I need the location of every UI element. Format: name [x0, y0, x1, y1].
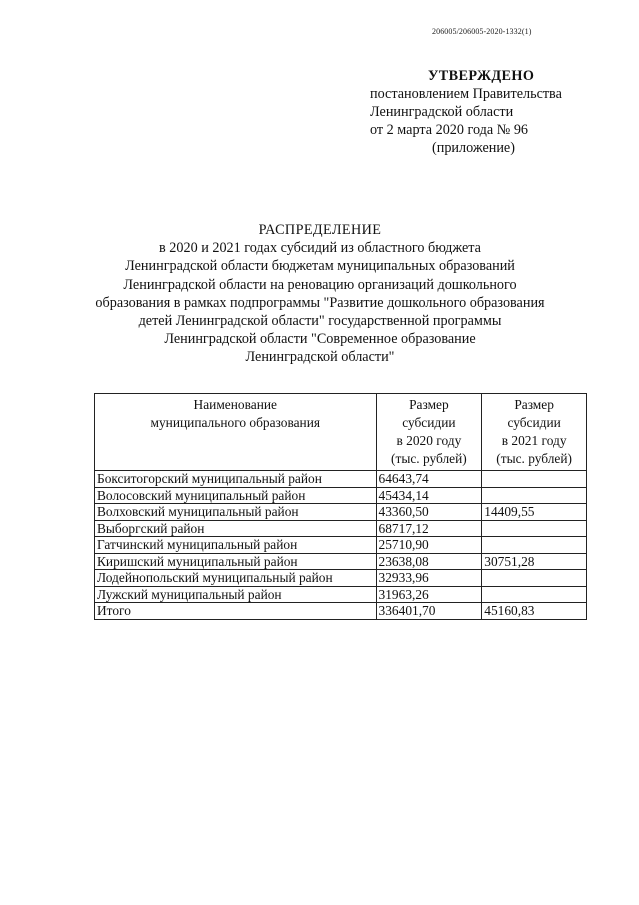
header-text: Наименование: [193, 397, 277, 412]
heading-line: Ленинградской области": [245, 349, 395, 366]
approval-annex: (приложение): [432, 140, 515, 156]
heading-line: в 2020 и 2021 годах субсидий из областного бюджета: [159, 240, 481, 257]
table-total-row: [95, 603, 587, 620]
table-row: [95, 586, 587, 603]
municipality-name: Волосовский муниципальный район: [95, 487, 377, 504]
municipality-name: Киришский муниципальный район: [95, 553, 377, 570]
subsidy-2020: 25710,90: [376, 537, 482, 554]
total-2021: 45160,83: [482, 603, 587, 620]
table-row: [95, 504, 587, 521]
heading-title: РАСПРЕДЕЛЕНИЕ: [258, 222, 382, 238]
subsidy-2020: 43360,50: [376, 504, 482, 521]
subsidy-2021: [482, 471, 587, 488]
header-text: Размер: [514, 397, 554, 412]
total-label: Итого: [95, 603, 377, 620]
subsidy-2021: 30751,28: [482, 553, 587, 570]
table-row: [95, 537, 587, 554]
header-text: субсидии: [402, 415, 456, 430]
approval-block: [370, 67, 620, 157]
subsidy-2020: 31963,26: [376, 586, 482, 603]
municipality-name: Лужский муниципальный район: [95, 586, 377, 603]
heading-line: Ленинградской области бюджетам муниципальных образований: [125, 258, 515, 275]
subsidy-2020: 23638,08: [376, 553, 482, 570]
approval-line: Ленинградской области: [370, 104, 514, 120]
header-subsidy-2020: [376, 394, 482, 471]
subsidy-2021: 14409,55: [482, 504, 587, 521]
subsidy-table: [94, 393, 587, 620]
header-text: в 2021 году: [501, 433, 567, 448]
subsidy-2021: [482, 570, 587, 587]
municipality-name: Выборгский район: [95, 520, 377, 537]
header-text: субсидии: [507, 415, 561, 430]
header-text: (тыс. рублей): [391, 451, 467, 466]
municipality-name: Лодейнопольский муниципальный район: [95, 570, 377, 587]
table-row: [95, 520, 587, 537]
municipality-name: Волховский муниципальный район: [95, 504, 377, 521]
heading-line: Ленинградской области "Современное образование: [164, 331, 476, 348]
header-subsidy-2021: [482, 394, 587, 471]
heading-line: детей Ленинградской области" государственной программы: [138, 313, 502, 330]
subsidy-2020: 32933,96: [376, 570, 482, 587]
subsidy-2020: 68717,12: [376, 520, 482, 537]
table-row: [95, 553, 587, 570]
total-2020: 336401,70: [376, 603, 482, 620]
header-text: муниципального образования: [150, 415, 321, 430]
subsidy-2021: [482, 520, 587, 537]
municipality-name: Гатчинский муниципальный район: [95, 537, 377, 554]
subsidy-2021: [482, 487, 587, 504]
header-text: в 2020 году: [396, 433, 462, 448]
subsidy-2021: [482, 537, 587, 554]
header-municipality: [95, 394, 377, 471]
header-text: (тыс. рублей): [496, 451, 572, 466]
table-row: [95, 570, 587, 587]
document-heading: [60, 221, 580, 367]
approval-title: УТВЕРЖДЕНО: [428, 68, 535, 84]
table-row: [95, 487, 587, 504]
header-text: Размер: [409, 397, 449, 412]
subsidy-2020: 64643,74: [376, 471, 482, 488]
approval-line: постановлением Правительства: [370, 86, 562, 102]
municipality-name: Бокситогорский муниципальный район: [95, 471, 377, 488]
table-header-row: [95, 394, 587, 471]
subsidy-2020: 45434,14: [376, 487, 482, 504]
heading-line: Ленинградской области на реновацию организаций дошкольного: [123, 276, 517, 293]
subsidy-2021: [482, 586, 587, 603]
approval-line: от 2 марта 2020 года № 96: [370, 122, 529, 138]
table-row: [95, 471, 587, 488]
document-number: 206005/206005-2020-1332(1): [432, 27, 532, 36]
heading-line: образования в рамках подпрограммы "Развитие дошкольного образования: [95, 294, 545, 311]
